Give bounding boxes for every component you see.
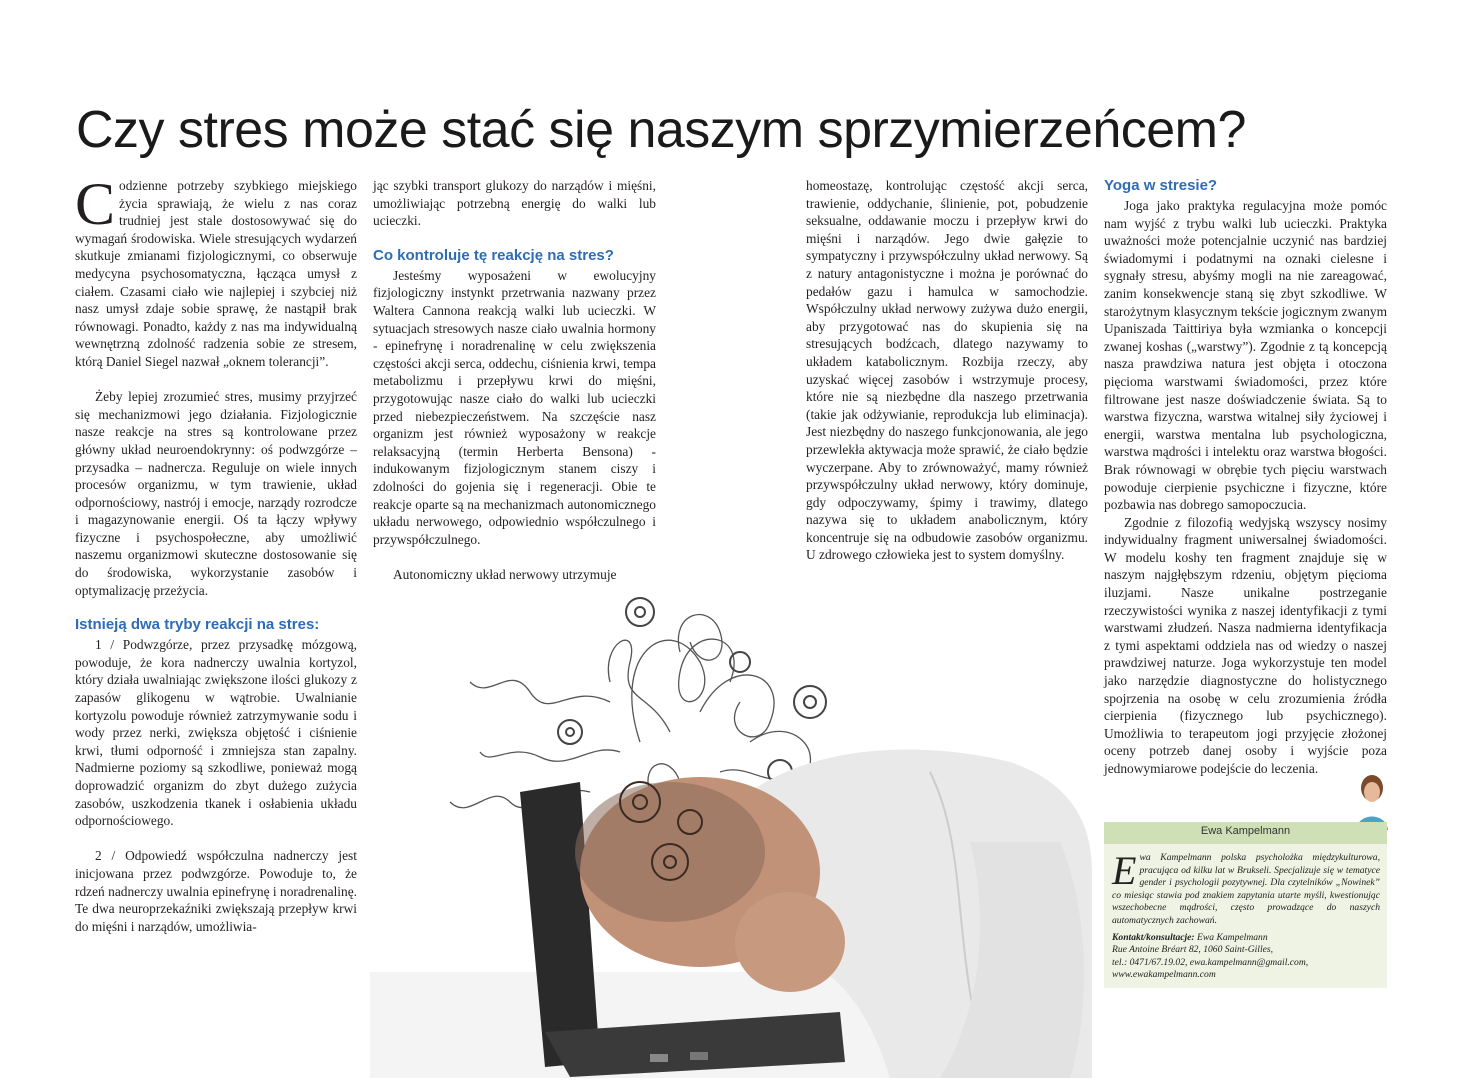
gear-icons: [558, 598, 826, 784]
author-bio: [1112, 848, 1380, 982]
author-name: Ewa Kampelmann: [1200, 825, 1291, 837]
intro-text: odzienne potrzeby szybkiego miejskiego życia sprawiają, że wielu z nas coraz trudniej jest stale dostosowywać się do wymagań środowiska. Wiele stresujących wydarzeń skutkuje zmianami fizjologicznymi, co obserwuje medycyna psychosomatyczna, łącząca umysł z ciałem. Czasami ciało wie najlepiej i szybciej niż nasz umysł zdaje sobie sprawę, że nastąpił brak równowagi. Ponadto, każdy z nas ma indywidualną wewnętrzną zdolność radzenia sobie ze stresem, którą Daniel Siegel nazwał „oknem tolerancji”.: [75, 178, 357, 369]
section-heading: Yoga w stresie?: [1104, 177, 1218, 194]
drop-cap: C: [75, 171, 116, 237]
contact-website[interactable]: www.ewakampelmann.com: [1112, 969, 1216, 981]
author-contact: [1112, 932, 1380, 982]
bio-text: wa Kampelmann polska psycholożka międzykulturowa, pracująca od kilku lat w Brukseli. Specjalizuje się w tematyce gender i psychologii pozytywnej. Dla czytelników „Nowinek” co miesiąc stawia pod znakiem zapytania utarte myśli, kwestionując wszechobecne mądrości, często prowadzące do naszych automatycznych zachowań.: [1112, 852, 1380, 926]
column-3: [806, 177, 1088, 564]
column-2: [373, 177, 656, 583]
column-1: [75, 171, 357, 935]
author-name-bar: [1104, 822, 1387, 844]
article-title: Czy stres może stać się naszym sprzymierzeńcem?: [76, 101, 1246, 159]
author-portrait: [1352, 770, 1392, 830]
column-4: [1104, 177, 1387, 778]
laptop-port: [690, 1052, 708, 1060]
paragraph: Zgodnie z filozofią wedyjską wszyscy nosimy indywidualny fragment uniwersalnej świadomości. W modelu koshy ten fragment znajduje się w naszym najgłębszym rdzeniu, objętym pięcioma iluzjami. Nasze unikalne postrzeganie rzeczywistości wynika z naszej identyfikacji z tymi warstwami złudzeń. Nasza nadmierna identyfikacja z tymi aspektami oddziela nas od wiedzy o naszej prawdziwej naturze. Joga wykorzystuje ten model jako narzędzie diagnostyczne do holistycznego spojrzenia na osobę w celu zrozumienia źródła cierpienia (fizycznego lub psychicznego). Umożliwia to terapeutom jogi przyjęcie złożonej oceny potrzeb danej osoby i wyjście poza jednowymiarowe podejście do leczenia.: [1104, 514, 1387, 776]
paragraph: Żeby lepiej zrozumieć stres, musimy przyjrzeć się mechanizmowi jego działania. Fizjologicznie nasze reakcje na stres są kontrolowane przez główny układ neuroendokrynny: oś podwzgórze – przysadka – nadnercza. Reguluje on wiele innych procesów organizmu, w tym trawienie, układ odpornościowy, nastrój i emocje, narządy rozrodcze i magazynowanie energii. Oś ta łączy wpływy fizyczne i psychospołeczne, aby umożliwić naszemu organizmowi skuteczne dostosowanie się do środowiska, wykorzystanie zasobów i optymalizację przeżycia.: [75, 389, 357, 598]
section-heading: Co kontroluje tę reakcję na stres?: [373, 246, 614, 264]
ear-neck: [735, 892, 845, 992]
contact-address: Rue Antoine Bréart 82, 1060 Saint-Gilles,: [1112, 944, 1274, 956]
author-box: [1104, 822, 1387, 988]
laptop-port: [650, 1054, 668, 1062]
paragraph: Autonomiczny układ nerwowy utrzymuje: [393, 566, 617, 582]
paragraph: Jesteśmy wyposażeni w ewolucyjny fizjologiczny instynkt przetrwania nazwany przez Waltera Cannona reakcją walki lub ucieczki. W sytuacjach stresowych nasze ciało uwalnia hormony - epinefrynę i noradrenalinę w celu zwiększenia częstości akcji serca, oddechu, ciśnienia krwi, tempa metabolizmu i przepływu krwi do mięśni, przygotowując nasze ciało do walki lub ucieczki przed niebezpieczeństwem. Na szczęście nasz organizm jest również wyposażony w reakcje relaksacyjną (termin Herberta Bensona) - indukowanym fizjologicznym stanem ciszy i zdolności do gojenia się i regeneracji. Obie te reakcje oparte są na mechanizmach autonomicznego układu nerwowego, odpowiednio współczulnego i przywspółczulnego.: [373, 267, 656, 547]
paragraph: jąc szybki transport glukozy do narządów i mięśni, umożliwiając potrzebną energię do walki lub ucieczki.: [373, 178, 656, 229]
contact-name: Ewa Kampelmann: [1197, 931, 1268, 943]
paragraph: 1 / Podwzgórze, przez przysadkę mózgową, powoduje, że kora nadnerczy uwalnia kortyzol, który działa uwalniając zwiększone ilości glukozy z zapasów glikogenu w wątrobie. Uwalnianie kortyzolu powoduje również zatrzymywanie sodu i wody przez nerki, zwiększa objętość i ciśnienie krwi, tłumi odporność i zmniejsza stan zapalny. Nadmierne poziomy są szkodliwe, ponieważ mogą doprowadzić organizm do zbyt dużego zużycia zasobów, uszkodzenia tkanek i osłabienia układu odpornościowego.: [75, 637, 357, 829]
hair: [575, 782, 765, 922]
contact-label: Kontakt/konsultacje:: [1112, 931, 1195, 943]
paragraph: homeostazę, kontrolując częstość akcji serca, trawienie, oddychanie, ślinienie, pot, pobudzenie seksualne, oddawanie moczu i przepływ krwi do mięśni i narządów. Jego dwie gałęzie to sympatyczny i przywspółczulny układ nerwowy. Są z natury antagonistyczne i można je porównać do pedałów gazu i hamulca w samochodzie. Współczulny układ nerwowy zużywa dużo energii, aby przygotować nas do skupienia się na stresujących bodźcach, dlatego nazywamy to układem katabolicznym. Rozbija rzeczy, aby uzyskać więcej zasobów i wstrzymuje procesy, które nie są niezbędne dla naszego przetrwania (takie jak odżywianie, reprodukcja lub eliminacja). Jest niezbędny do naszego funkcjonowania, ale jego przewlekła aktywacja może sprawić, że ciało będzie wyczerpane. Aby to zrównoważyć, mamy również przywspółczulny układ nerwowy, który dominuje, gdy odpoczywamy, śpimy i trawimy, dlatego nazywa się to układem anabolicznym, który koncentruje się na odbudowie zasobów organizmu. U zdrowego człowieka jest to system domyślny.: [806, 178, 1088, 563]
stressed-man-laptop-illustration: [370, 592, 1092, 1078]
bio-drop-cap: E: [1112, 848, 1137, 893]
contact-phone-email[interactable]: tel.: 0471/67.19.02, ewa.kampelmann@gmail.com,: [1112, 956, 1309, 968]
section-heading: Istnieją dwa tryby reakcji na stres:: [75, 616, 320, 634]
intro-paragraph: [75, 171, 357, 371]
paragraph: 2 / Odpowiedź współczulna nadnerczy jest inicjowana przez podwzgórze. Powoduje to, że rdzeń nadnerczy uwalnia epinefrynę i noradrenalinę. Te dwa neuroprzekaźniki zwiększają przepływ krwi do mięśni i narządów, umożliwia-: [75, 848, 357, 934]
paragraph: Joga jako praktyka regulacyjna może pomóc nam wyjść z trybu walki lub ucieczki. Praktyka uważności może potencjalnie uczynić nas bardziej świadomymi i podatnymi na oznaki cielesne i sygnały stresu, abyśmy mogli na nie zareagować, zanim konsekwencje staną się zbyt szkodliwe. W starożytnym klasycznym tekście jogicznym zwanym Upaniszada Taittiriya była wzmianka o koncepcji zwanej koshas („warstwy”). Zgodnie z tą koncepcją nasza prawdziwa natura jest objęta i otoczona pięcioma warstwami świadomości, przez które filtrowane jest nasze doświadczenie świata. Są to warstwa fizyczna, warstwa witalnej siły życiowej i energii, warstwa mentalna lub psychologiczna, warstwa mądrości i intelektu oraz warstwa błogości. Brak równowagi w obrębie tych pięciu warstwach powoduje cierpienie psychiczne i fizyczne, które pozbawia nas dobrego samopoczucia.: [1104, 198, 1387, 513]
